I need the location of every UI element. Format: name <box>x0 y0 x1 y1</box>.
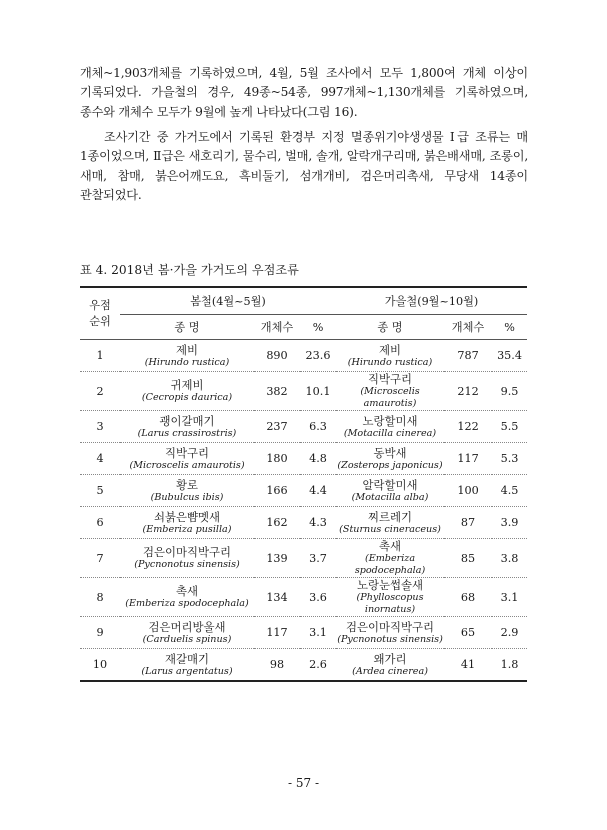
spring-species-scientific: (Emberiza spodocephala) <box>125 598 249 609</box>
spring-count-cell: 162 <box>254 507 300 539</box>
spring-species-scientific: (Bubulcus ibis) <box>150 491 224 503</box>
autumn-species-scientific: (Pycnonotus sinensis) <box>337 633 443 645</box>
autumn-species-korean: 검은이마직박구리 <box>346 619 435 634</box>
table-row <box>80 443 527 475</box>
autumn-species-korean: 동박새 <box>373 445 407 460</box>
autumn-species-header: 종 명 <box>336 315 444 340</box>
spring-species-header: 종 명 <box>120 315 254 340</box>
spring-species-scientific: (Hirundo rustica) <box>144 356 230 368</box>
spring-species-korean: 황로 <box>175 477 198 492</box>
rank-cell: 1 <box>80 340 120 372</box>
rank-cell: 2 <box>80 372 120 411</box>
spring-species-cell <box>120 411 254 443</box>
spring-count-cell: 117 <box>254 617 300 649</box>
autumn-count-cell: 68 <box>444 578 492 617</box>
spring-species-korean: 쇠붉은뺨멧새 <box>153 509 221 524</box>
body-paragraph-2: 조사기간 중 가거도에서 기록된 환경부 지정 멸종위기야생생물 Ⅰ급 조류는 매 1종이었으며, Ⅱ급은 새호리기, 물수리, 벌매, 솔개, 알락개구리매, 붉은배새매, 조롱이, 새매, 참매, 붉은어깨도요, 흑비둘기, 섬개개비, 검은머리촉새, 무당새 14종이 관찰되었다. <box>80 130 528 203</box>
spring-pct-cell: 6.3 <box>300 411 336 443</box>
autumn-species-korean: 노랑할미새 <box>362 413 418 428</box>
autumn-species-scientific: (Motacilla alba) <box>351 491 429 503</box>
rank-cell: 6 <box>80 507 120 539</box>
autumn-pct-cell: 3.8 <box>492 539 527 578</box>
autumn-species-korean: 노랑눈썹솔새 <box>357 578 424 592</box>
spring-species-cell <box>120 617 254 649</box>
rank-header <box>80 287 120 340</box>
spring-pct-cell: 4.4 <box>300 475 336 507</box>
rank-cell: 8 <box>80 578 120 617</box>
table-row <box>80 372 527 411</box>
autumn-pct-cell: 3.9 <box>492 507 527 539</box>
spring-count-cell: 890 <box>254 340 300 372</box>
table-body <box>80 340 527 682</box>
autumn-species-korean: 알락할미새 <box>362 477 418 492</box>
spring-species-cell <box>120 443 254 475</box>
autumn-count-header: 개체수 <box>444 315 492 340</box>
autumn-species-cell <box>336 578 444 617</box>
table-row <box>80 578 527 617</box>
spring-pct-cell: 3.7 <box>300 539 336 578</box>
body-paragraph-1: 개체~1,903개체를 기록하였으며, 4월, 5월 조사에서 모두 1,800여 개체 이상이 기록되었다. 가을철의 경우, 49종~54종, 997개체~1,130개체를 기록하였으며, 종수와 개체수 모두가 9월에 높게 나타났다(그림 16). <box>80 66 528 119</box>
table-row <box>80 411 527 443</box>
autumn-species-scientific: (Motacilla cinerea) <box>343 427 437 439</box>
spring-species-cell <box>120 578 254 617</box>
autumn-pct-cell: 9.5 <box>492 372 527 411</box>
autumn-count-cell: 65 <box>444 617 492 649</box>
spring-pct-cell: 4.3 <box>300 507 336 539</box>
spring-species-cell <box>120 475 254 507</box>
autumn-species-korean: 제비 <box>379 342 402 357</box>
spring-species-korean: 검은이마직박구리 <box>142 545 232 559</box>
spring-species-scientific: (Larus argentatus) <box>141 665 233 677</box>
spring-species-scientific: (Microscelis amaurotis) <box>129 459 245 471</box>
autumn-species-cell <box>336 340 444 372</box>
table-row <box>80 340 527 372</box>
spring-count-cell: 166 <box>254 475 300 507</box>
autumn-count-cell: 100 <box>444 475 492 507</box>
autumn-pct-header: % <box>492 315 527 340</box>
spring-count-cell: 139 <box>254 539 300 578</box>
autumn-species-cell <box>336 539 444 578</box>
rank-cell: 3 <box>80 411 120 443</box>
autumn-species-korean: 왜가리 <box>373 651 407 666</box>
spring-species-cell <box>120 649 254 682</box>
spring-pct-cell: 3.1 <box>300 617 336 649</box>
page-number: - 57 - <box>287 776 319 790</box>
spring-species-korean: 제비 <box>175 342 198 357</box>
dominant-birds-table <box>80 286 527 682</box>
autumn-species-cell <box>336 507 444 539</box>
autumn-species-scientific: (Ardea cinerea) <box>352 665 428 677</box>
spring-species-scientific: (Carduelis spinus) <box>142 633 232 645</box>
spring-count-header: 개체수 <box>254 315 300 340</box>
spring-species-korean: 검은머리방울새 <box>148 619 226 634</box>
table-row <box>80 649 527 682</box>
spring-species-korean: 재갈매기 <box>164 651 209 666</box>
spring-pct-header: % <box>300 315 336 340</box>
spring-count-cell: 98 <box>254 649 300 682</box>
table-row <box>80 617 527 649</box>
spring-species-scientific: (Pycnonotus sinensis) <box>134 559 240 570</box>
autumn-count-cell: 41 <box>444 649 492 682</box>
rank-cell: 10 <box>80 649 120 682</box>
autumn-count-cell: 117 <box>444 443 492 475</box>
autumn-pct-cell: 4.5 <box>492 475 527 507</box>
autumn-species-cell <box>336 372 444 411</box>
autumn-pct-cell: 5.5 <box>492 411 527 443</box>
spring-species-korean: 귀제비 <box>170 378 204 392</box>
spring-species-cell <box>120 372 254 411</box>
spring-species-scientific: (Emberiza pusilla) <box>142 523 232 535</box>
autumn-species-scientific: (Microscelis amaurotis) <box>360 386 420 409</box>
rank-cell: 7 <box>80 539 120 578</box>
autumn-species-korean: 촉새 <box>379 539 402 553</box>
rank-cell: 5 <box>80 475 120 507</box>
spring-species-korean: 직박구리 <box>164 445 209 460</box>
table-caption: 표 4. 2018년 봄·가을 가거도의 우점조류 <box>80 263 299 277</box>
spring-pct-cell: 10.1 <box>300 372 336 411</box>
autumn-count-cell: 122 <box>444 411 492 443</box>
autumn-species-scientific: (Sturnus cineraceus) <box>339 523 441 535</box>
spring-pct-cell: 3.6 <box>300 578 336 617</box>
autumn-pct-cell: 2.9 <box>492 617 527 649</box>
autumn-species-cell <box>336 411 444 443</box>
autumn-species-scientific: (Phylloscopus inornatus) <box>356 592 424 615</box>
autumn-species-korean: 찌르레기 <box>368 509 413 524</box>
spring-species-scientific: (Larus crassirostris) <box>137 427 237 439</box>
rank-header-line2: 순위 <box>89 314 111 328</box>
autumn-species-cell <box>336 443 444 475</box>
autumn-count-cell: 212 <box>444 372 492 411</box>
autumn-species-cell <box>336 617 444 649</box>
autumn-count-cell: 85 <box>444 539 492 578</box>
autumn-pct-cell: 35.4 <box>492 340 527 372</box>
spring-count-cell: 237 <box>254 411 300 443</box>
autumn-species-scientific: (Zosterops japonicus) <box>337 459 443 471</box>
rank-header-line1: 우점 <box>89 298 111 312</box>
autumn-pct-cell: 3.1 <box>492 578 527 617</box>
spring-species-scientific: (Cecropis daurica) <box>141 392 233 403</box>
rank-cell: 9 <box>80 617 120 649</box>
autumn-count-cell: 787 <box>444 340 492 372</box>
spring-pct-cell: 2.6 <box>300 649 336 682</box>
spring-species-korean: 촉새 <box>175 584 198 598</box>
spring-species-cell <box>120 539 254 578</box>
table-row <box>80 507 527 539</box>
spring-header: 봄철(4월~5월) <box>120 287 336 315</box>
table-row <box>80 539 527 578</box>
autumn-species-cell <box>336 649 444 682</box>
spring-species-cell <box>120 507 254 539</box>
spring-count-cell: 134 <box>254 578 300 617</box>
autumn-species-scientific: (Emberiza spodocephala) <box>354 553 426 576</box>
autumn-pct-cell: 1.8 <box>492 649 527 682</box>
autumn-count-cell: 87 <box>444 507 492 539</box>
spring-species-cell <box>120 340 254 372</box>
spring-count-cell: 382 <box>254 372 300 411</box>
spring-species-korean: 괭이갈매기 <box>159 413 215 428</box>
autumn-species-cell <box>336 475 444 507</box>
autumn-pct-cell: 5.3 <box>492 443 527 475</box>
autumn-species-korean: 직박구리 <box>368 372 413 386</box>
spring-pct-cell: 23.6 <box>300 340 336 372</box>
spring-count-cell: 180 <box>254 443 300 475</box>
autumn-species-scientific: (Hirundo rustica) <box>347 356 433 368</box>
table-row <box>80 475 527 507</box>
autumn-header: 가을철(9월~10월) <box>336 287 527 315</box>
spring-pct-cell: 4.8 <box>300 443 336 475</box>
rank-cell: 4 <box>80 443 120 475</box>
